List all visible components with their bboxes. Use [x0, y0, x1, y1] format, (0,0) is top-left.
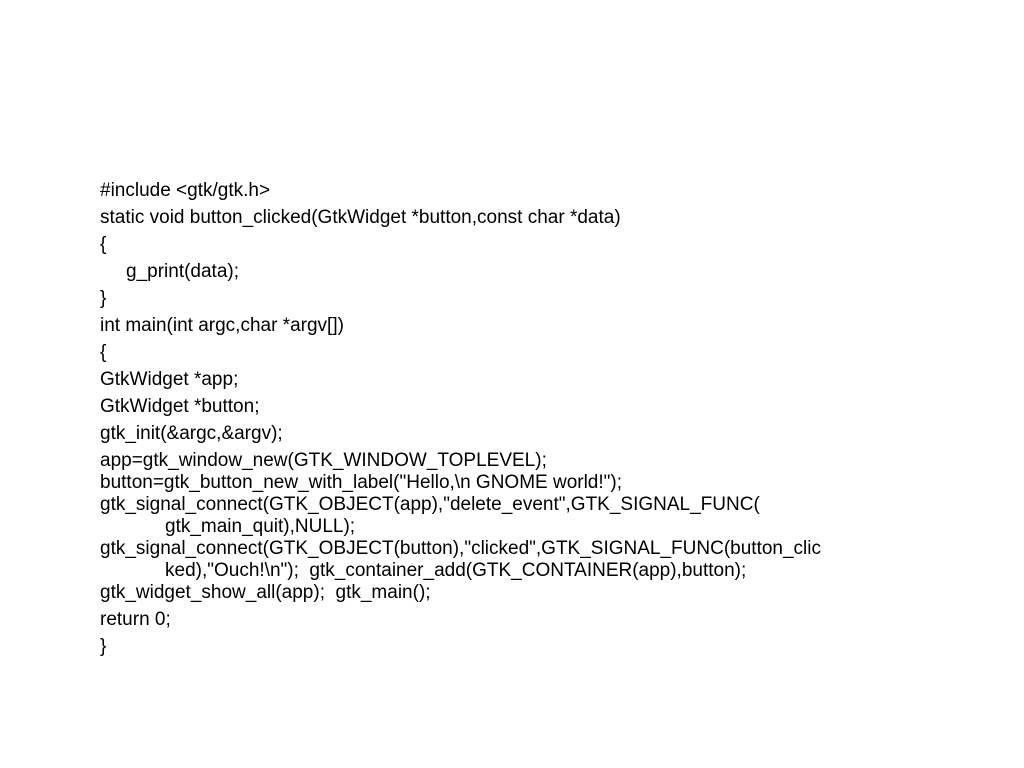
code-line-signal-connect-app-part1: gtk_signal_connect(GTK_OBJECT(app),"delete_event",GTK_SIGNAL_FUNC( [100, 494, 760, 515]
code-line-window-new: app=gtk_window_new(GTK_WINDOW_TOPLEVEL); [100, 450, 547, 471]
code-line-return: return 0; [100, 609, 171, 630]
code-line-signal-connect-app-part2: gtk_main_quit),NULL); [165, 516, 356, 537]
code-line-signal-connect-button [100, 538, 980, 582]
code-line-main-signature: int main(int argc,char *argv[]) [100, 315, 344, 336]
code-line-app-decl: GtkWidget *app; [100, 369, 239, 390]
code-line-function-signature: static void button_clicked(GtkWidget *button,const char *data) [100, 207, 621, 228]
code-line-include: #include <gtk/gtk.h> [100, 180, 271, 201]
code-line-gtk-init: gtk_init(&argc,&argv); [100, 423, 283, 444]
code-line-main-open-brace: { [100, 342, 107, 363]
code-line-main-close-brace: } [100, 636, 107, 657]
code-line-signal-connect-app [100, 494, 980, 538]
code-line-close-brace: } [100, 288, 107, 309]
code-listing [100, 180, 980, 658]
code-line-signal-connect-button-part2: ked),"Ouch!\n"); gtk_container_add(GTK_CONTAINER(app),button); [165, 560, 747, 581]
code-line-signal-connect-button-part1: gtk_signal_connect(GTK_OBJECT(button),"clicked",GTK_SIGNAL_FUNC(button_clic [100, 538, 821, 559]
code-line-g-print: g_print(data); [126, 261, 240, 282]
code-line-button-decl: GtkWidget *button; [100, 396, 260, 417]
code-line-show-all: gtk_widget_show_all(app); gtk_main(); [100, 582, 431, 603]
code-line-open-brace: { [100, 234, 107, 255]
code-line-button-new: button=gtk_button_new_with_label("Hello,\n GNOME world!"); [100, 472, 623, 493]
